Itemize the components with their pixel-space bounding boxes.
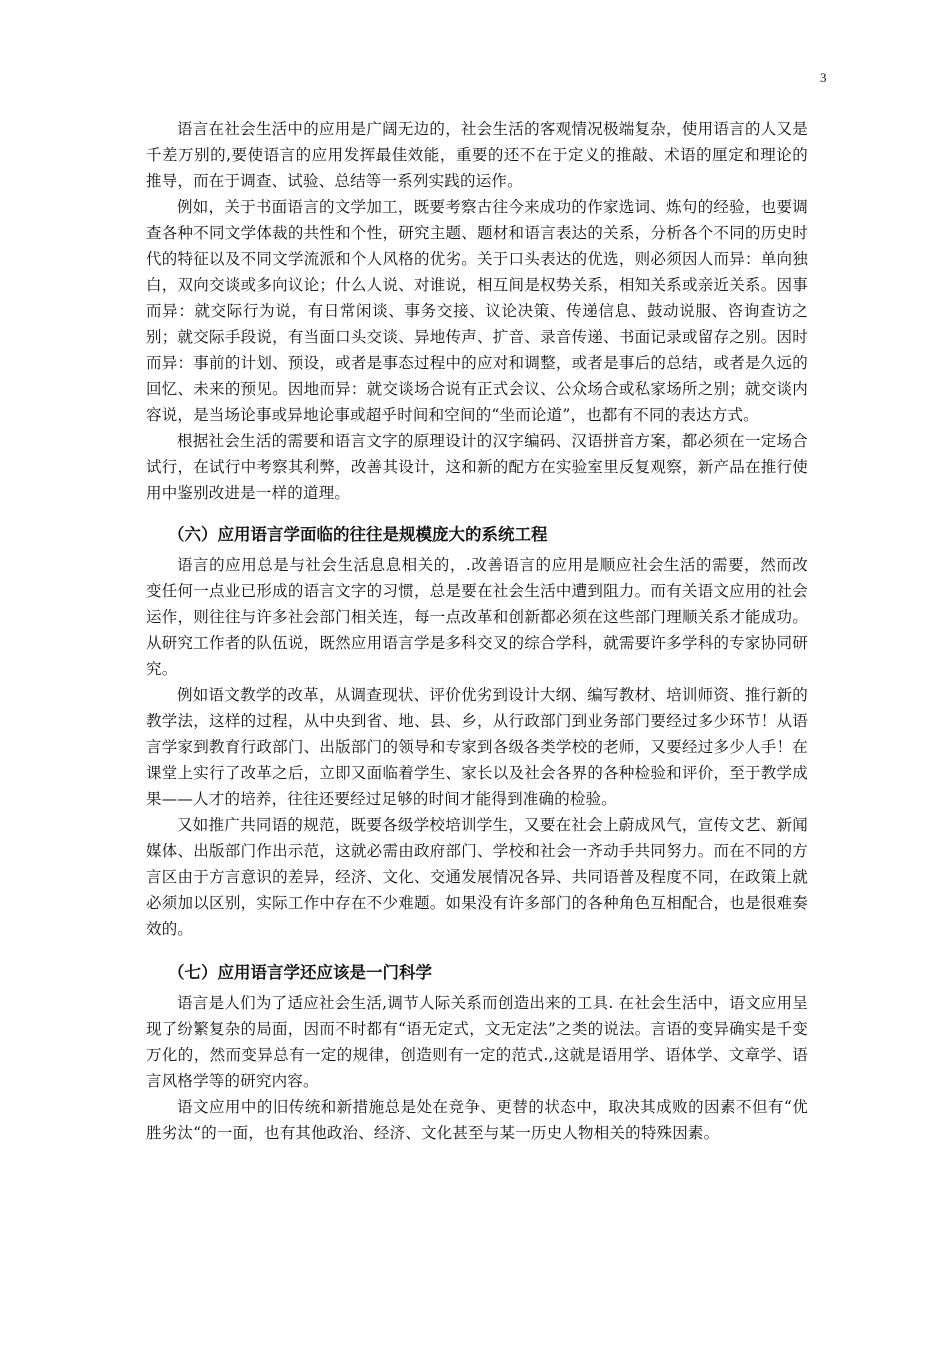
section-6-heading: （六）应用语言学面临的往往是规模庞大的系统工程 <box>168 525 548 544</box>
paragraph-section7-2: 语文应用中的旧传统和新措施总是处在竞争、更替的状态中，取决其成败的因素不但有“优胜劣汰“的一面，也有其他政治、经济、文化甚至与某一历史人物相关的特殊因素。 <box>146 1098 808 1142</box>
paragraph-section6-1: 语言的应用总是与社会生活息息相关的，.改善语言的应用是顺应社会生活的需要，然而改变任何一点业已形成的语言文字的习惯，总是要在社会生活中遭到阻力。而有关语文应用的社会运作，则往往与许多社会部门相关连，每一点改革和创新都必须在这些部门理顺关系才能成功。从研究工作者的队伍说，既然应用语言学是多科交叉的综合学科，就需要许多学科的专家协同研究。 <box>146 556 808 678</box>
document-body <box>146 116 808 1146</box>
page-number: 3 <box>820 70 827 85</box>
paragraph-intro-2: 例如，关于书面语言的文学加工，既要考察古往今来成功的作家选词、炼句的经验，也要调查各种不同文学体裁的共性和个性，研究主题、题材和语言表达的关系，分析各个不同的历史时代的特征以及不同文学流派和个人风格的优劣。关于口头表达的优选，则必须因人而异：单向独白，双向交谈或多向议论；什么人说、对谁说，相互间是权势关系，相知关系或亲近关系。因事而异：就交际行为说，有日常闲谈、事务交接、议论决策、传递信息、鼓动说服、咨询查访之别；就交际手段说，有当面口头交谈、异地传声、扩音、录音传递、书面记录或留存之别。因时而异：事前的计划、预设，或者是事态过程中的应对和调整，或者是事后的总结，或者是久远的回忆、未来的预见。因地而异：就交谈场合说有正式会议、公众场合或私家场所之别；就交谈内容说，是当场论事或异地论事或超乎时间和空间的“坐而论道”，也都有不同的表达方式。 <box>146 198 808 424</box>
paragraph-section7-1: 语言是人们为了适应社会生活,调节人际关系而创造出来的工具. 在社会生活中，语文应用呈现了纷繁复杂的局面，因而不时都有“语无定式，文无定法”之类的说法。言语的变异确实是千变万化的，然而变异总有一定的规律，创造则有一定的范式.,这就是语用学、语体学、文章学、语言风格学等的研究内容。 <box>146 994 808 1090</box>
paragraph-section6-2: 例如语文教学的改革，从调查现状、评价优劣到设计大纲、编写教材、培训师资、推行新的教学法，这样的过程，从中央到省、地、县、乡，从行政部门到业务部门要经过多少环节！从语言学家到教育行政部门、出版部门的领导和专家到各级各类学校的老师，又要经过多少人手！在课堂上实行了改革之后，立即又面临着学生、家长以及社会各界的各种检验和评价，至于教学成果——人才的培养，往往还要经过足够的时间才能得到准确的检验。 <box>146 686 808 808</box>
paragraph-intro-1: 语言在社会生活中的应用是广阔无边的，社会生活的客观情况极端复杂，使用语言的人又是千差万别的,要使语言的应用发挥最佳效能，重要的还不在于定义的推敲、术语的厘定和理论的推导，而在于调查、试验、总结等一系列实践的运作。 <box>146 120 808 190</box>
paragraph-section6-3: 又如推广共同语的规范，既要各级学校培训学生，又要在社会上蔚成风气，宣传文艺、新闻媒体、出版部门作出示范，这就必需由政府部门、学校和社会一齐动手共同努力。而在不同的方言区由于方言意识的差异，经济、文化、交通发展情况各异、共同语普及程度不同，在政策上就必须加以区别，实际工作中存在不少难题。如果没有许多部门的各种角色互相配合，也是很难奏效的。 <box>146 816 808 938</box>
section-7-heading: （七）应用语言学还应该是一门科学 <box>168 963 432 982</box>
paragraph-intro-3: 根据社会生活的需要和语言文字的原理设计的汉字编码、汉语拼音方案，都必须在一定场合试行，在试行中考察其利弊，改善其设计，这和新的配方在实验室里反复观察，新产品在推行使用中鉴别改进是一样的道理。 <box>146 432 808 502</box>
